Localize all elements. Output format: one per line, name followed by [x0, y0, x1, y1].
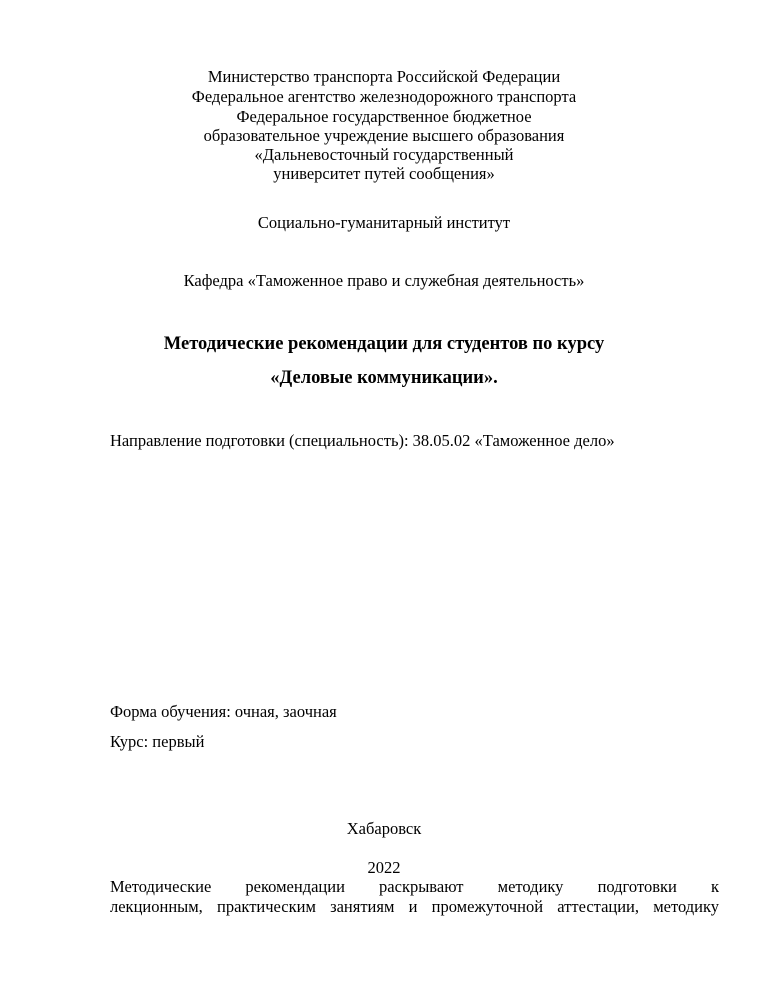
education-type-line: образовательное учреждение высшего образования	[203, 126, 565, 145]
body-word: Методические	[110, 877, 212, 896]
course-year: Курс: первый	[110, 732, 205, 751]
body-word: методику	[497, 877, 564, 896]
body-paragraph	[110, 877, 719, 917]
agency-line: Федеральное агентство железнодорожного транспорта	[191, 87, 577, 106]
document-title-line-1: Методические рекомендации для студентов по курсу	[163, 334, 605, 354]
body-word: подготовки	[597, 877, 677, 896]
body-paragraph-line-2: лекционным, практическим занятиям и промежуточной аттестации, методику	[110, 897, 719, 916]
study-form: Форма обучения: очная, заочная	[110, 702, 337, 721]
body-word: рекомендации	[245, 877, 345, 896]
body-word: раскрывают	[379, 877, 464, 896]
university-name-line-2: университет путей сообщения»	[273, 164, 495, 183]
body-paragraph-line-1	[110, 877, 719, 897]
body-word: к	[710, 877, 719, 896]
institute-name: Социально-гуманитарный институт	[257, 213, 511, 232]
training-direction: Направление подготовки (специальность): 38.05.02 «Таможенное дело»	[110, 431, 615, 450]
department-name: Кафедра «Таможенное право и служебная деятельность»	[183, 271, 585, 290]
city: Хабаровск	[346, 819, 422, 838]
university-name-line-1: «Дальневосточный государственный	[254, 145, 514, 164]
document-title-line-2: «Деловые коммуникации».	[270, 368, 498, 388]
year: 2022	[367, 858, 401, 877]
institution-type-line: Федеральное государственное бюджетное	[236, 107, 532, 126]
ministry-line: Министерство транспорта Российской Федерации	[207, 67, 561, 86]
